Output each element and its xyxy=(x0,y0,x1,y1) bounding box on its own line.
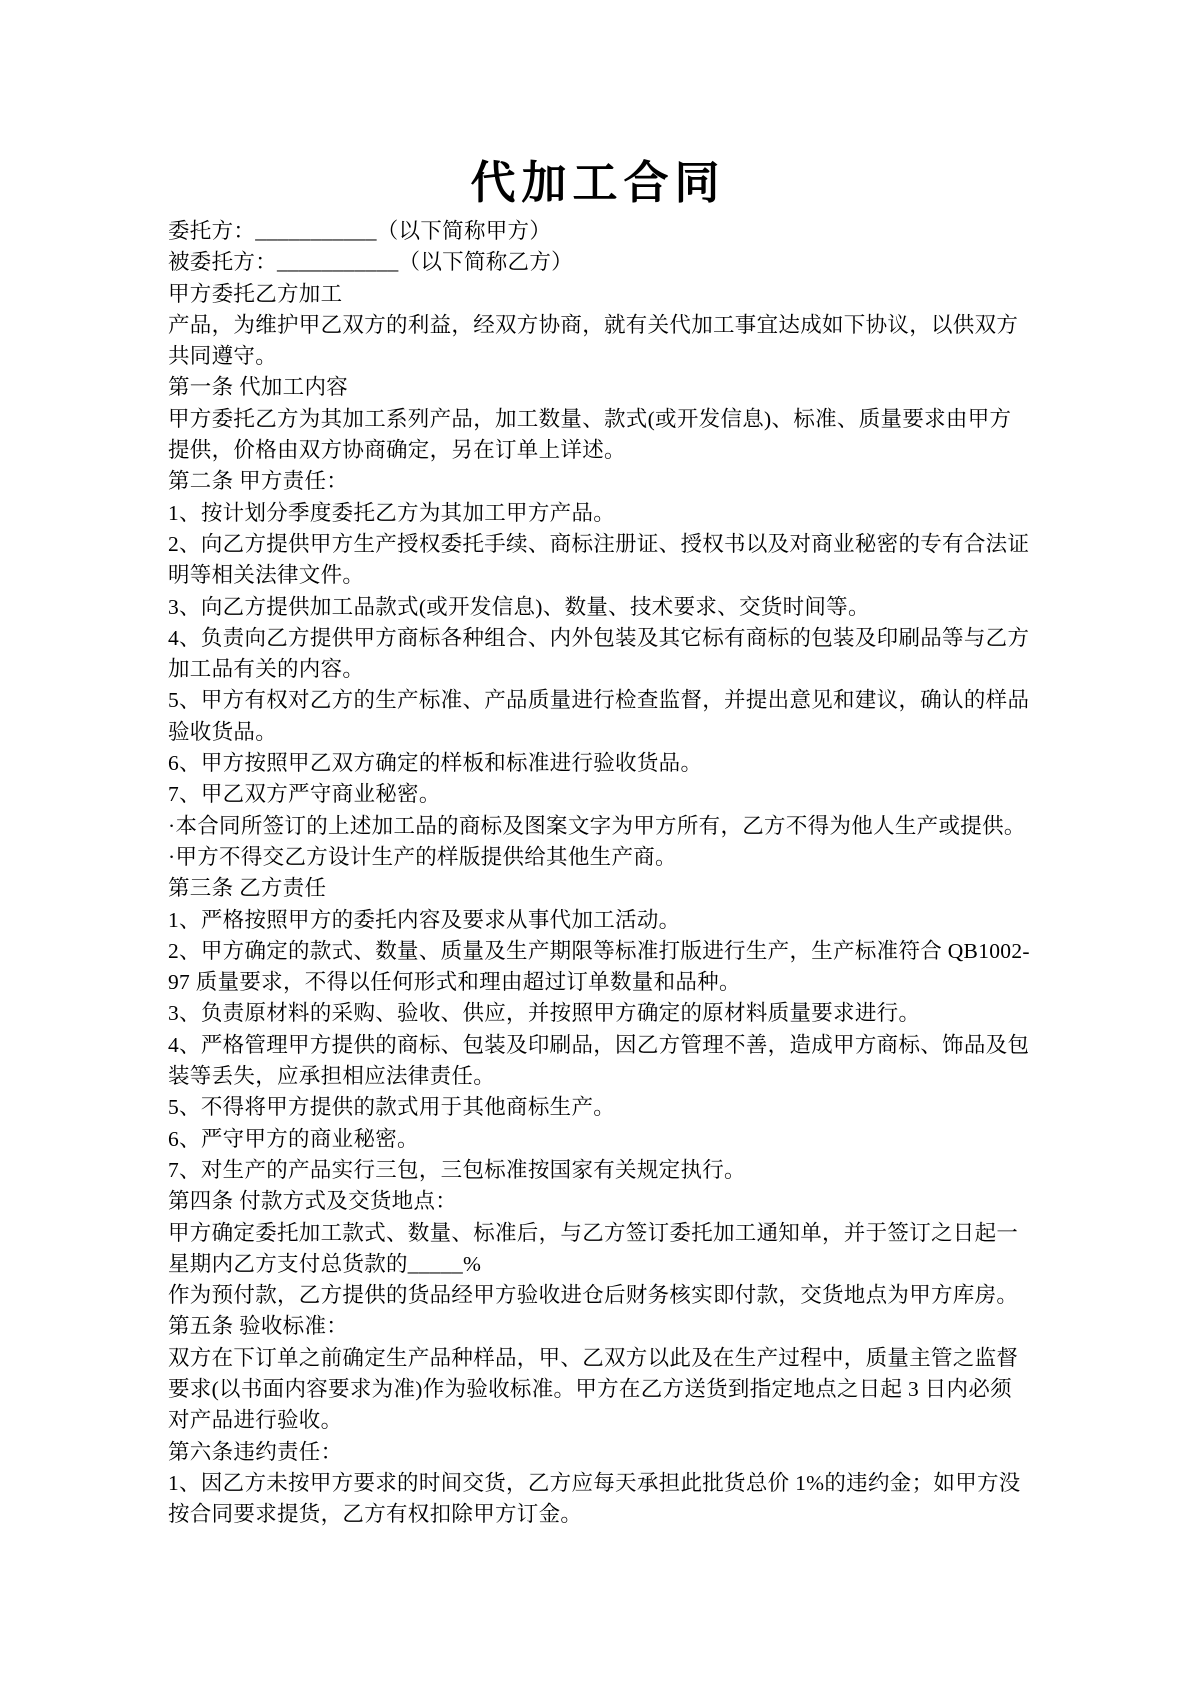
contract-line: 提供，价格由双方协商确定，另在订单上详述。 xyxy=(168,438,626,463)
contract-line: 5、不得将甲方提供的款式用于其他商标生产。 xyxy=(168,1095,616,1120)
contract-line: 第一条 代加工内容 xyxy=(168,375,349,400)
contract-body xyxy=(168,216,1034,1530)
contract-line: 明等相关法律文件。 xyxy=(168,563,365,588)
contract-line: 1、因乙方未按甲方要求的时间交货，乙方应每天承担此批货总价 1%的违约金；如甲方没 xyxy=(168,1470,1021,1495)
contract-line: ·本合同所签订的上述加工品的商标及图案文字为甲方所有，乙方不得为他人生产或提供。 xyxy=(168,813,1026,838)
contract-line: 验收货品。 xyxy=(168,719,278,744)
contract-line: 作为预付款，乙方提供的货品经甲方验收进仓后财务核实即付款，交货地点为甲方库房。 xyxy=(168,1283,1019,1308)
contract-line: 6、甲方按照甲乙双方确定的样板和标准进行验收货品。 xyxy=(168,751,703,776)
contract-line: 产品，为维护甲乙双方的利益，经双方协商，就有关代加工事宜达成如下协议，以供双方 xyxy=(168,312,1019,337)
contract-line: ·甲方不得交乙方设计生产的样版提供给其他生产商。 xyxy=(168,844,677,869)
contract-line: 第二条 甲方责任： xyxy=(168,469,349,494)
contract-line: 6、严守甲方的商业秘密。 xyxy=(168,1126,419,1151)
contract-line: 97 质量要求，不得以任何形式和理由超过订单数量和品种。 xyxy=(168,970,741,995)
contract-line: 装等丢失，应承担相应法律责任。 xyxy=(168,1064,496,1089)
contract-line: 第四条 付款方式及交货地点： xyxy=(168,1189,458,1214)
contract-line: 双方在下订单之前确定生产品种样品，甲、乙双方以此及在生产过程中，质量主管之监督 xyxy=(168,1345,1019,1370)
contract-line: 对产品进行验收。 xyxy=(168,1408,343,1433)
contract-line: 甲方确定委托加工款式、数量、标准后，与乙方签订委托加工通知单，并于签订之日起一 xyxy=(168,1220,1019,1245)
contract-line: 第五条 验收标准： xyxy=(168,1314,349,1339)
contract-line: 委托方：___________（以下简称甲方） xyxy=(168,219,552,243)
contract-line: 7、甲乙双方严守商业秘密。 xyxy=(168,782,441,807)
contract-line: 3、负责原材料的采购、验收、供应，并按照甲方确定的原材料质量要求进行。 xyxy=(168,1001,921,1026)
contract-line: 第三条 乙方责任 xyxy=(168,876,327,901)
contract-line: 要求(以书面内容要求为准)作为验收标准。甲方在乙方送货到指定地点之日起 3 日内必须 xyxy=(168,1376,1012,1401)
contract-line: 1、严格按照甲方的委托内容及要求从事代加工活动。 xyxy=(168,907,681,932)
contract-line: 7、对生产的产品实行三包，三包标准按国家有关规定执行。 xyxy=(168,1157,746,1182)
contract-line: 5、甲方有权对乙方的生产标准、产品质量进行检查监督，并提出意见和建议，确认的样品 xyxy=(168,688,1030,713)
contract-line: 2、向乙方提供甲方生产授权委托手续、商标注册证、授权书以及对商业秘密的专有合法证 xyxy=(168,531,1030,556)
contract-line: 星期内乙方支付总货款的_____% xyxy=(168,1251,482,1276)
contract-line: 4、严格管理甲方提供的商标、包装及印刷品，因乙方管理不善，造成甲方商标、饰品及包 xyxy=(168,1032,1030,1057)
contract-line: 甲方委托乙方加工 xyxy=(168,281,343,306)
contract-title: 代加工合同 xyxy=(470,158,726,208)
contract-line: 按合同要求提货，乙方有权扣除甲方订金。 xyxy=(168,1502,583,1527)
contract-line: 第六条违约责任： xyxy=(168,1439,343,1464)
contract-line: 2、甲方确定的款式、数量、质量及生产期限等标准打版进行生产，生产标准符合 QB1002- xyxy=(168,938,1030,963)
contract-line: 共同遵守。 xyxy=(168,344,278,369)
contract-line: 3、向乙方提供加工品款式(或开发信息)、数量、技术要求、交货时间等。 xyxy=(168,594,870,619)
contract-line: 1、按计划分季度委托乙方为其加工甲方产品。 xyxy=(168,500,616,525)
contract-line: 加工品有关的内容。 xyxy=(168,657,365,682)
contract-line: 甲方委托乙方为其加工系列产品，加工数量、款式(或开发信息)、标准、质量要求由甲方 xyxy=(168,406,1012,431)
contract-line: 4、负责向乙方提供甲方商标各种组合、内外包装及其它标有商标的包装及印刷品等与乙方 xyxy=(168,625,1030,650)
contract-line: 被委托方：___________（以下简称乙方） xyxy=(168,250,573,275)
